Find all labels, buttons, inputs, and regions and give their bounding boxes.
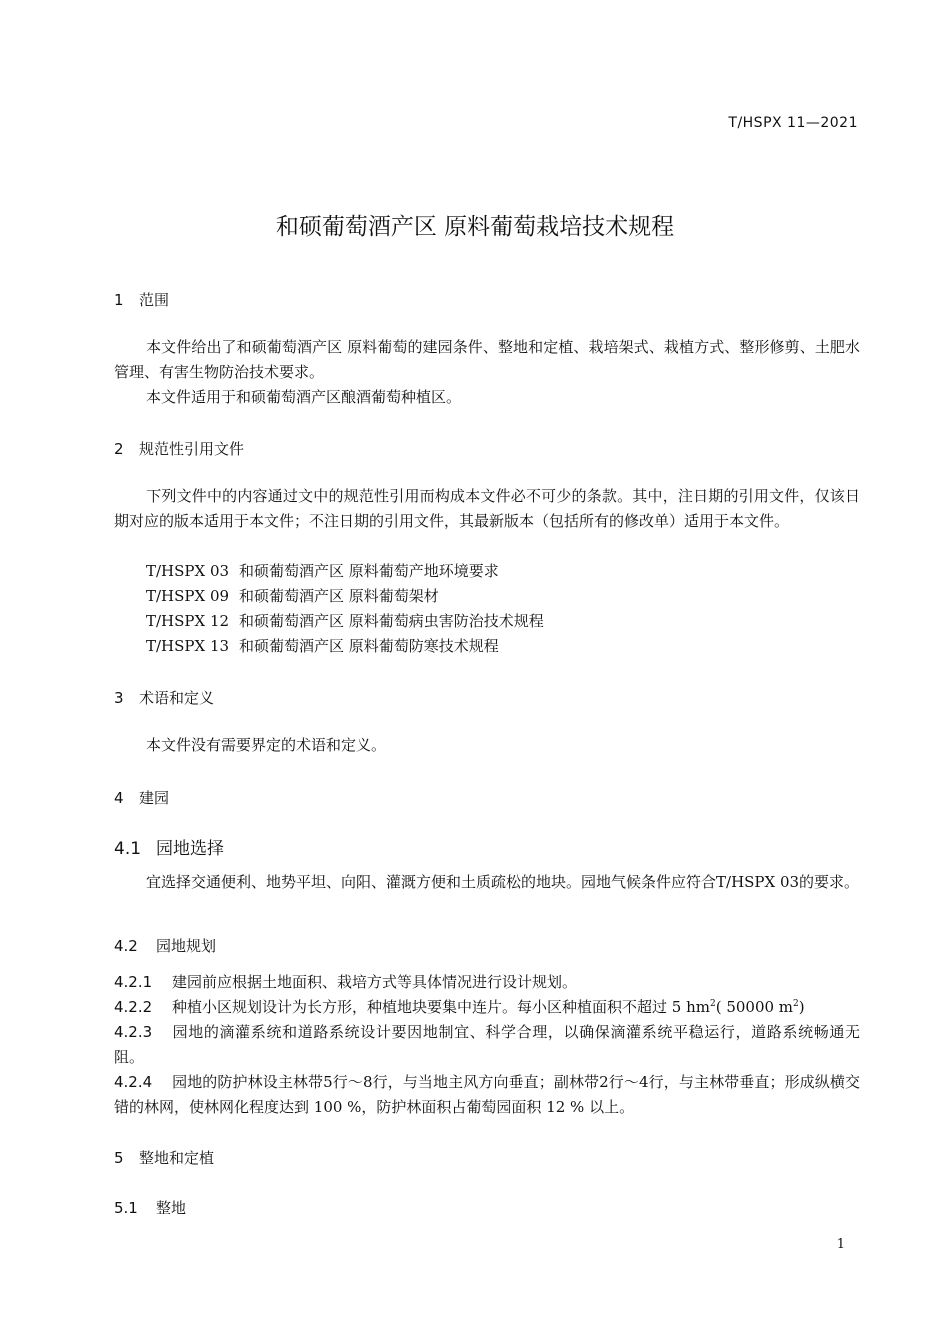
- section-title: 规范性引用文件: [139, 440, 245, 458]
- section-title: 术语和定义: [139, 689, 215, 707]
- subsection-title: 园地选择: [156, 839, 224, 859]
- reference-code: T/HSPX 03: [146, 562, 230, 580]
- section-4-heading: [114, 787, 169, 808]
- clause-number: 4.2.2: [114, 998, 153, 1016]
- subsection-number: 4.2: [114, 937, 138, 955]
- subsection-5-1-heading: [114, 1197, 186, 1218]
- document-title: 和硕葡萄酒产区 原料葡萄栽培技术规程: [275, 214, 675, 240]
- superscript: 2: [709, 999, 716, 1009]
- superscript: 2: [793, 999, 799, 1009]
- paragraph-text: 宜选择交通便利、地势平坦、向阳、灌溉方便和土质疏松的地块。园地气候条件应符合T/HSPX 03的要求。: [146, 873, 860, 891]
- reference-code: T/HSPX 12: [146, 612, 230, 630]
- clause-4-2-2: [114, 995, 860, 1020]
- section-5-heading: [114, 1147, 214, 1168]
- section-number: 5: [114, 1149, 124, 1167]
- section-title: 整地和定植: [139, 1149, 215, 1167]
- section-title: 建园: [139, 789, 170, 807]
- paragraph-text: 本文件给出了和硕葡萄酒产区 原料葡萄的建园条件、整地和定植、栽培架式、栽植方式、整形修剪、土肥水管理、有害生物防治技术要求。: [114, 338, 860, 381]
- clause-4-2-3: [114, 1020, 860, 1070]
- section-title: 范围: [139, 291, 170, 309]
- reference-title: 和硕葡萄酒产区 原料葡萄防寒技术规程: [239, 637, 499, 655]
- paragraph-text: 下列文件中的内容通过文中的规范性引用而构成本文件必不可少的条款。其中，注日期的引用文件，仅该日期对应的版本适用于本文件；不注日期的引用文件，其最新版本（包括所有的修改单）适用于本文件。: [114, 487, 860, 530]
- reference-code: T/HSPX 09: [146, 587, 230, 605]
- clause-text: 种植小区规划设计为长方形，种植地块要集中连片。每小区种植面积不超过 5 hm: [172, 998, 710, 1016]
- section-2-paragraph-1: [114, 484, 860, 534]
- section-number: 3: [114, 689, 124, 707]
- clause-text: 建园前应根据土地面积、栽培方式等具体情况进行设计规划。: [172, 973, 578, 991]
- section-number: 4: [114, 789, 124, 807]
- section-number: 2: [114, 440, 124, 458]
- reference-title: 和硕葡萄酒产区 原料葡萄产地环境要求: [239, 562, 499, 580]
- clause-text: ( 50000 m: [715, 998, 794, 1016]
- reference-item: [146, 559, 499, 584]
- clause-number: 4.2.1: [114, 973, 153, 991]
- page-number: 1: [836, 1237, 845, 1252]
- reference-item: [146, 634, 499, 659]
- reference-item: [146, 609, 544, 634]
- clause-4-2-4: [114, 1070, 860, 1120]
- clause-text: ): [798, 998, 805, 1016]
- clause-text: 园地的防护林设主林带5行～8行，与当地主风方向垂直；副林带2行～4行，与主林带垂直；形成纵横交错的林网，使林网化程度达到 100 %，防护林面积占葡萄园面积 12 % 以上。: [114, 1073, 860, 1116]
- subsection-title: 园地规划: [156, 937, 217, 955]
- clause-number: 4.2.4: [114, 1073, 153, 1091]
- section-1-paragraph-1: [114, 335, 860, 385]
- standard-code: T/HSPX 11—2021: [728, 115, 858, 131]
- section-number: 1: [114, 291, 124, 309]
- section-3-paragraph-1: 本文件没有需要界定的术语和定义。: [146, 736, 387, 754]
- subsection-number: 4.1: [114, 839, 142, 859]
- subsection-title: 整地: [156, 1199, 187, 1217]
- subsection-4-1-paragraph: [114, 870, 860, 895]
- reference-title: 和硕葡萄酒产区 原料葡萄病虫害防治技术规程: [239, 612, 544, 630]
- subsection-number: 5.1: [114, 1199, 138, 1217]
- section-2-heading: [114, 438, 244, 459]
- subsection-4-1-heading: [114, 834, 224, 859]
- section-1-heading: [114, 289, 169, 310]
- section-3-heading: [114, 687, 214, 708]
- reference-item: [146, 584, 439, 609]
- clause-number: 4.2.3: [114, 1023, 153, 1041]
- reference-code: T/HSPX 13: [146, 637, 230, 655]
- subsection-4-2-heading: [114, 935, 216, 956]
- reference-title: 和硕葡萄酒产区 原料葡萄架材: [239, 587, 439, 605]
- clause-text: 园地的滴灌系统和道路系统设计要因地制宜、科学合理，以确保滴灌系统平稳运行，道路系统畅通无阻。: [114, 1023, 860, 1066]
- section-1-paragraph-2: 本文件适用于和硕葡萄酒产区酿酒葡萄种植区。: [146, 388, 462, 406]
- clause-4-2-1: [114, 970, 860, 995]
